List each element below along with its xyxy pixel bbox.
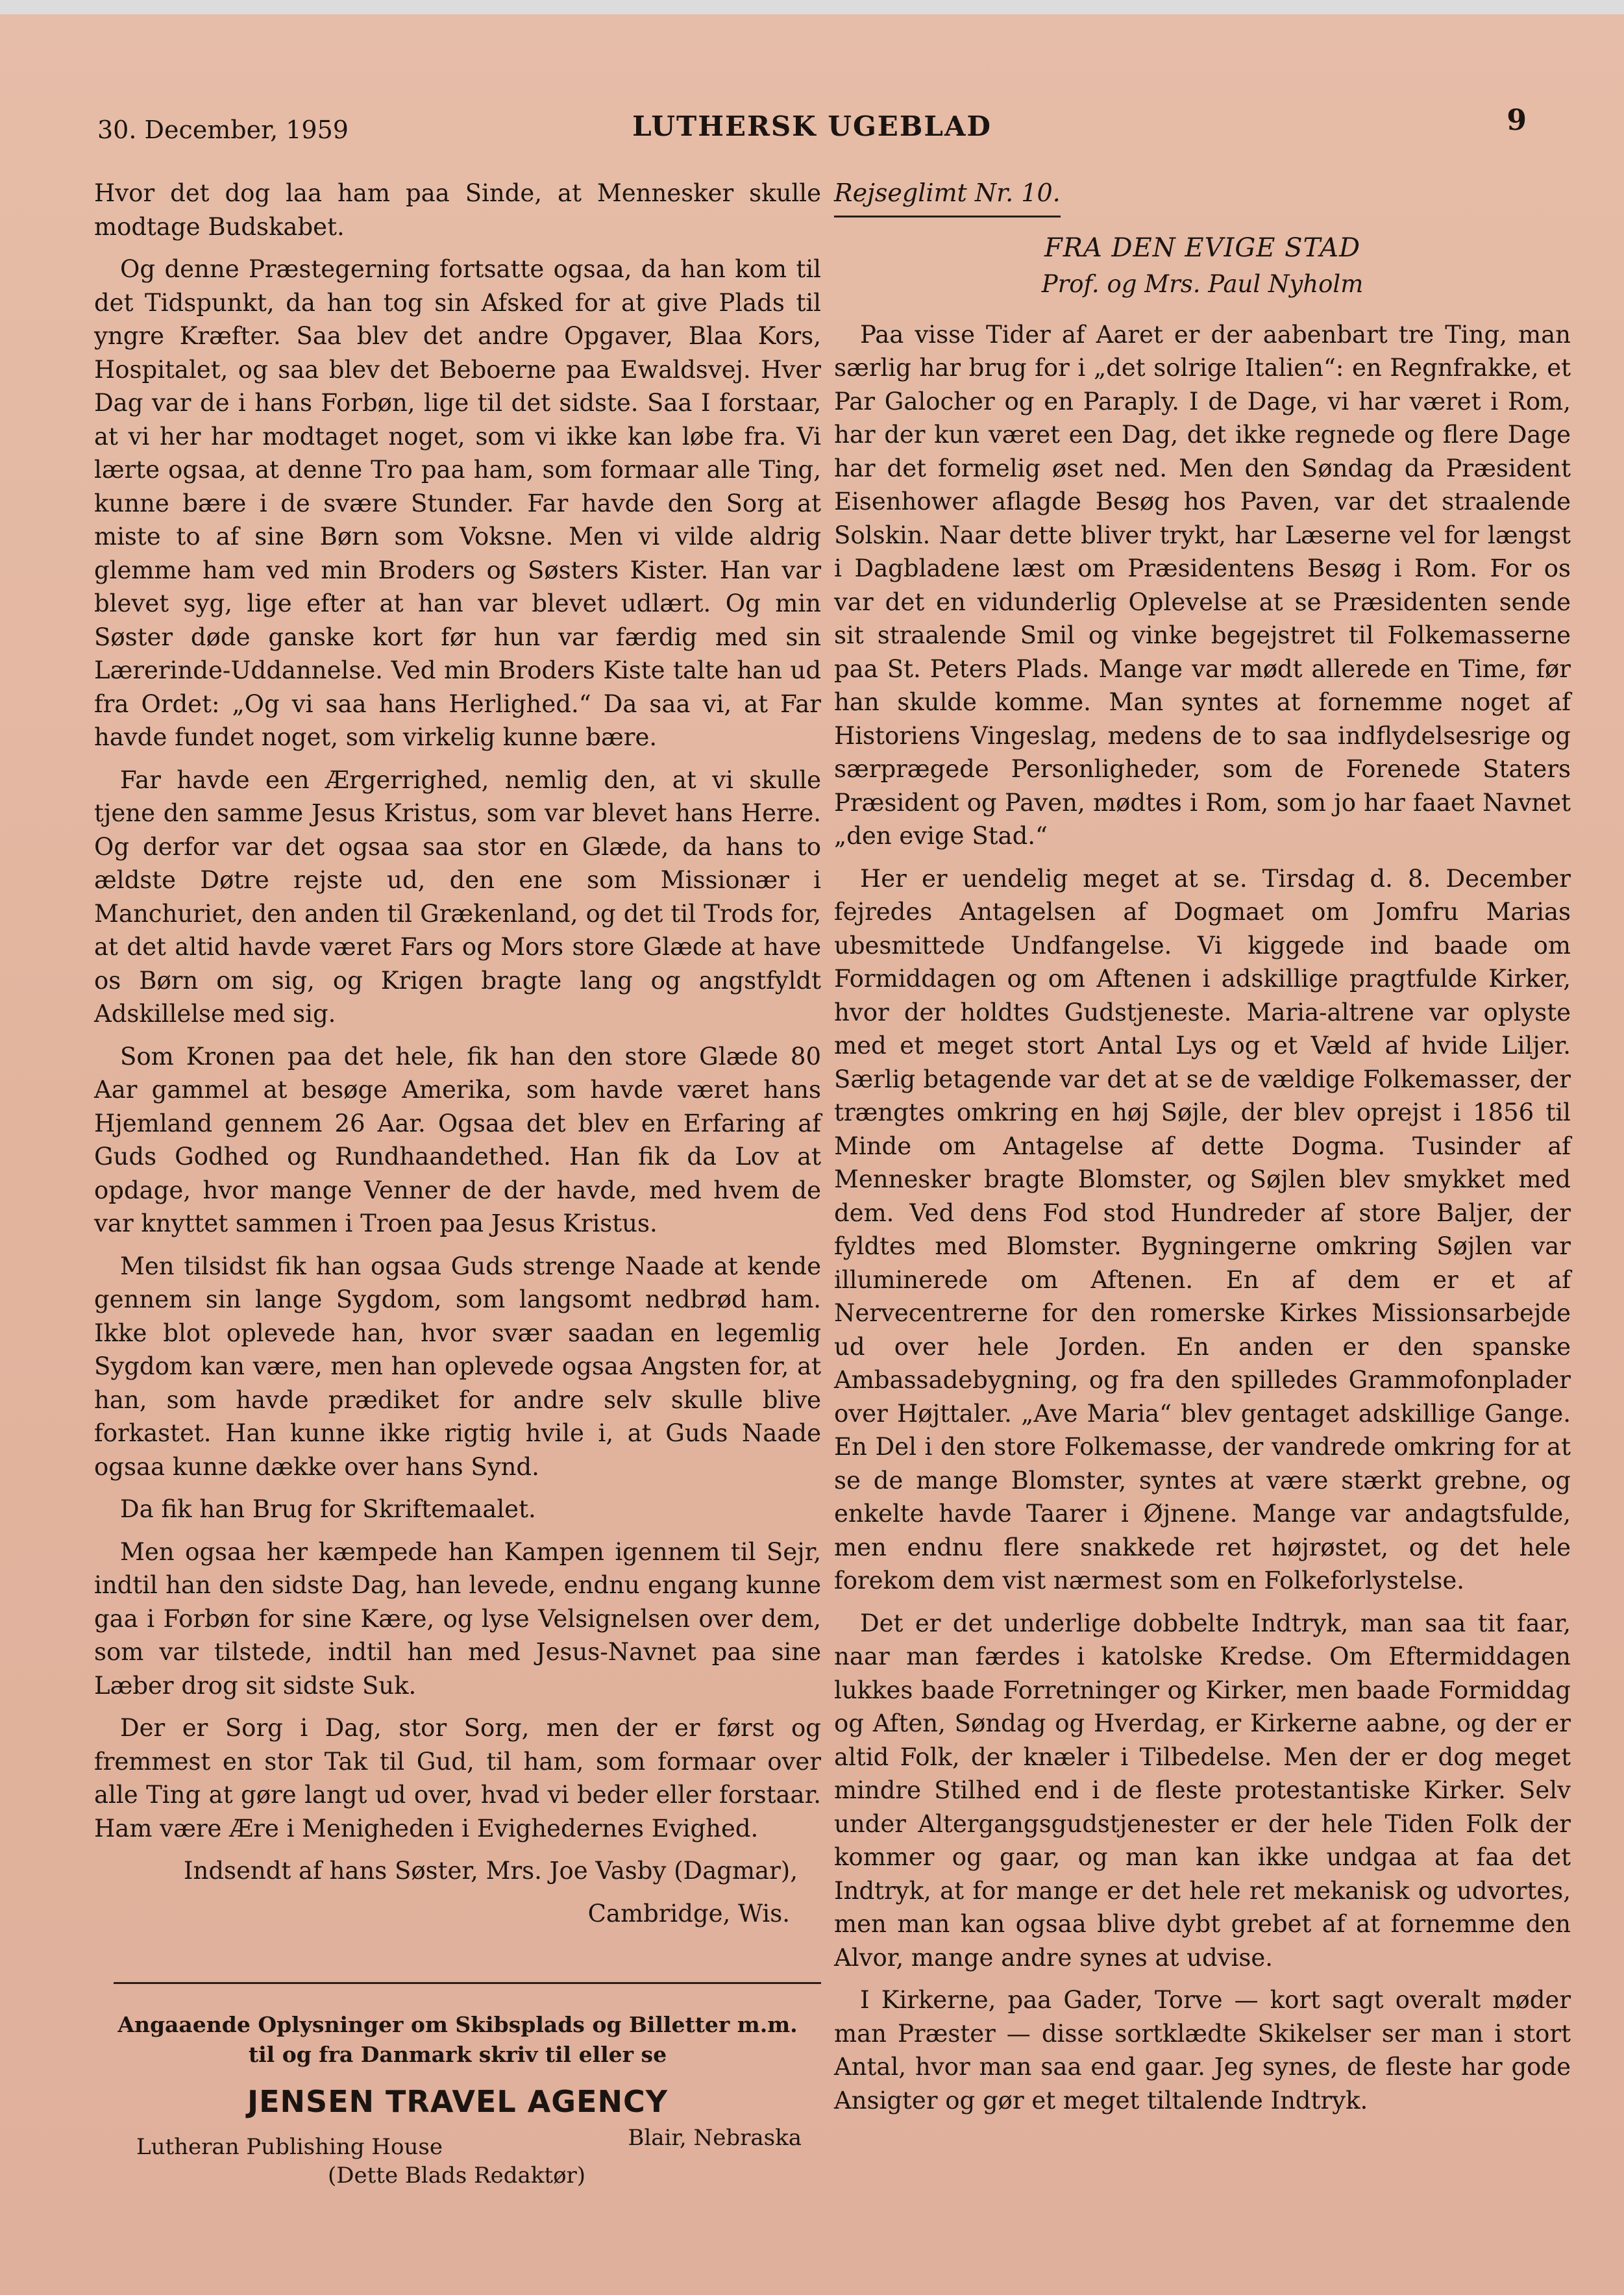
signature-location: Cambridge, Wis. [587, 1899, 790, 1928]
publisher-location: Blair, Nebraska [628, 2124, 802, 2151]
paragraph: Det er det underlige dobbelte Indtryk, man saa tit faar, naar man færdes i katolske Kredse. Om Eftermiddagen lukkes baade Forretninger og Kirker, men baade Formiddag og Aften, Søndag og Hverdag, er Kirkerne aabne, og der er altid Folk, der knæler i Tilbedelse. Men der er dog meget mindre Stilhed end i de fleste protestantiske Kirker. Selv under Altergangsgudstjenester er der hele Tiden Folk der kommer og gaar, og man kan ikke undgaa at faa det Indtryk, at for mange er det hele ret mekanisk og udvortes, men man kan ogsaa blive dybt grebet af at fornemme den Alvor, mange andre synes at udvise. [834, 1609, 1571, 1972]
ad-line-2: til og fra Danmark skriv til eller se [248, 2042, 667, 2067]
ad-address-row [94, 2124, 821, 2163]
paragraph: Men ogsaa her kæmpede han Kampen igennem til Sejr, indtil han den sidste Dag, han levede, endnu engang kunne gaa i Forbøn for sine Kære, og lyse Velsignelsen over dem, som var tilstede, indtil han med Jesus-Navnet paa sine Læber drog sit sidste Suk. [94, 1537, 821, 1700]
paragraph: Hvor det dog laa ham paa Sinde, at Mennesker skulle modtage Budskabet. [94, 179, 821, 241]
page-number: 9 [1507, 104, 1527, 137]
right-column [834, 177, 1571, 2126]
article-byline: Prof. og Mrs. Paul Nyholm [1041, 270, 1364, 298]
page-header [97, 92, 1527, 144]
paragraph: Men tilsidst fik han ogsaa Guds strenge Naade at kende gennem sin lange Sygdom, som langsomt nedbrød ham. Ikke blot oplevede han, hvor svær saadan en legemlig Sygdom kan være, men han oplevede ogsaa Angsten for, at han, som havde prædiket for andre selv skulle blive forkastet. Han kunne ikke rigtig hvile i, at Guds Naade ogsaa kunne dække over hans Synd. [94, 1252, 821, 1481]
ad-line-1: Angaaende Oplysninger om Skibsplads og Billetter m.m. [117, 2012, 798, 2037]
issue-date: 30. December, 1959 [97, 116, 349, 144]
paragraph: Her er uendelig meget at se. Tirsdag d. 8. December fejredes Antagelsen af Dogmaet om Jomfru Marias ubesmittede Undfangelse. Vi kiggede ind baade om Formiddagen og om Aftenen i adskillige pragtfulde Kirker, hvor der holdtes Gudstjeneste. Maria-altrene var oplyste med et meget stort Antal Lys og et Væld af hvide Liljer. Særlig betagende var det at se de vældige Folkemasser, der trængtes omkring en høj Søjle, der blev oprejst i 1856 til Minde om Antagelse af dette Dogma. Tusinder af Mennesker bragte Blomster, og Søjlen blev smykket med dem. Ved dens Fod stod Hundreder af store Baljer, der fyldtes med Blomster. Bygningerne omkring Søjlen var illuminerede om Aftenen. En af dem er et af Nervecentrerne for den romerske Kirkes Missionsarbejde ud over hele Jorden. En anden er den spanske Ambassadebygning, og fra den spilledes Grammofonplader over Højttaler. „Ave Maria“ blev gentaget adskillige Gange. En Del i den store Folkemasse, der vandrede omkring for at se de mange Blomster, syntes at være stærkt grebne, og enkelte havde Taarer i Øjnene. Mange var andagtsfulde, men endnu flere snakkede ret højrøstet, og det hele forekom dem vist nærmest som en Folkeforlystelse. [834, 864, 1571, 1594]
publisher-name: Lutheran Publishing House [136, 2133, 443, 2160]
left-column [94, 177, 821, 2192]
signature-line: Indsendt af hans Søster, Mrs. Joe Vasby (Dagmar), [183, 1857, 798, 1885]
article-title: FRA DEN EVIGE STAD [1044, 232, 1361, 263]
divider-rule [114, 1982, 821, 1984]
paragraph: Da fik han Brug for Skriftemaalet. [120, 1495, 536, 1523]
publication-title: LUTHERSK UGEBLAD [632, 110, 992, 142]
paragraph: Der er Sorg i Dag, stor Sorg, men der er først og fremmest en stor Tak til Gud, til ham, som formaar over alle Ting at gøre langt ud over, hvad vi beder eller forstaar. Ham være Ære i Menigheden i Evighedernes Evighed. [94, 1714, 821, 1842]
paragraph: Som Kronen paa det hele, fik han den store Glæde 80 Aar gammel at besøge Amerika, som havde været hans Hjemland gennem 26 Aar. Ogsaa det blev en Erfaring af Guds Godhed og Rundhaandethed. Han fik da Lov at opdage, hvor mange Venner de der havde, med hvem de var knyttet sammen i Troen paa Jesus Kristus. [94, 1042, 821, 1237]
paragraph: Far havde een Ærgerrighed, nemlig den, at vi skulle tjene den samme Jesus Kristus, som var blevet hans Herre. Og derfor var det ogsaa saa stor en Glæde, da hans to ældste Døtre rejste ud, den ene som Missionær i Manchuriet, den anden til Grækenland, og det til Trods for, at det altid havde været Fars og Mors store Glæde at have os Børn om sig, og Krigen bragte lang og angstfyldt Adskillelse med sig. [94, 765, 821, 1028]
series-kicker: Rejseglimt Nr. 10. [834, 177, 1061, 217]
paragraph: I Kirkerne, paa Gader, Torve — kort sagt overalt møder man Præster — disse sortklædte Skikelser ser man i stort Antal, hvor man saa end gaar. Jeg synes, de fleste har gode Ansigter og gør et meget tiltalende Indtryk. [834, 1986, 1571, 2115]
paragraph: Og denne Præstegerning fortsatte ogsaa, da han kom til det Tidspunkt, da han tog sin Afsked for at give Plads til yngre Kræfter. Saa blev det andre Opgaver, Blaa Kors, Hospitalet, og saa blev det Beboerne paa Ewaldsvej. Hver Dag var de i hans Forbøn, lige til det sidste. Saa I forstaar, at vi her har modtaget noget, som vi ikke kan løbe fra. Vi lærte ogsaa, at denne Tro paa ham, som formaar alle Ting, kunne bære i de svære Stunder. Far havde den Sorg at miste to af sine Børn som Voksne. Men vi vilde aldrig glemme ham ved min Broders og Søsters Kister. Han var blevet syg, lige efter at han var blevet udlært. Og min Søster døde ganske kort før hun var færdig med sin Lærerinde-Uddannelse. Ved min Broders Kiste talte han ud fra Ordet: „Og vi saa hans Herlighed.“ Da saa vi, at Far havde fundet noget, som virkelig kunne bære. [94, 255, 821, 751]
paragraph: Paa visse Tider af Aaret er der aabenbart tre Ting, man særlig har brug for i „det solrige Italien“: en Regnfrakke, et Par Galocher og en Paraply. I de Dage, vi har været i Rom, har der kun været een Dag, det ikke regnede og flere Dage har det formelig øset ned. Men den Søndag da Præsident Eisenhower aflagde Besøg hos Paven, var det straalende Solskin. Naar dette bliver trykt, har Læserne vel for længst i Dagbladene læst om Præsidentens Besøg i Rom. For os var det en vidunderlig Oplevelse at se Præsidenten sende sit straalende Smil og vinke begejstret til Folkemasserne paa St. Peters Plads. Mange var mødt allerede en Time, før han skulde komme. Man syntes at fornemme noget af Historiens Vingeslag, medens de to saa indflydelsesrige og særprægede Personligheder, som de Forenede Staters Præsident og Paven, mødtes i Rom, som jo har faaet Navnet „den evige Stad.“ [834, 320, 1571, 850]
agency-name: JENSEN TRAVEL AGENCY [247, 2084, 669, 2119]
travel-advertisement [94, 2010, 821, 2192]
editor-note: (Dette Blads Redaktør) [328, 2162, 586, 2189]
